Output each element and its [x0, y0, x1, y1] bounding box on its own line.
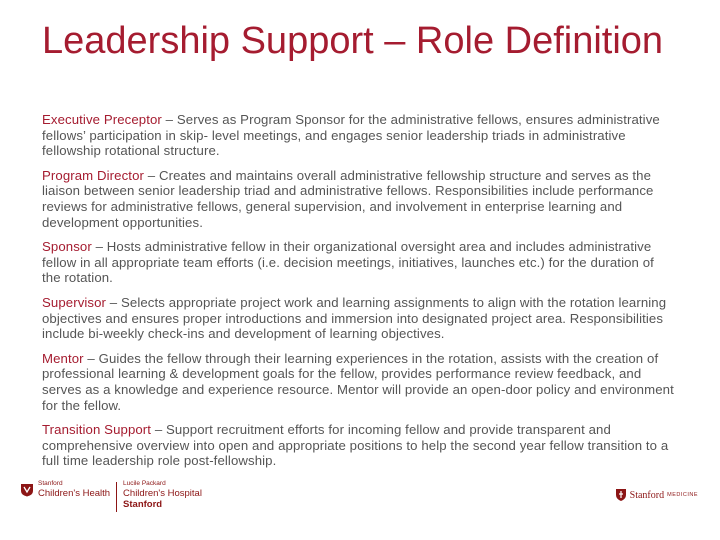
role-description: – Guides the fellow through their learning experiences in the rotation, assists with the creation of professional learning & development goals for the fellow, provides performance review feedback, and serves as a knowledge and experience resource. Mentor will provide an open-door policy and environment for the fellow.: [42, 350, 674, 413]
role-term: Transition Support: [42, 422, 152, 438]
role-supervisor: [42, 295, 674, 342]
logo-line: Children's Hospital: [123, 488, 202, 499]
logo-divider: [116, 482, 117, 512]
role-description: – Support recruitment efforts for incoming fellow and provide transparent and comprehensive overview into open and appropriate positions to help the second year fellow transition to a full time leadership role post-fellowship.: [42, 422, 669, 469]
role-description: – Serves as Program Sponsor for the administrative fellows, ensures administrative fellows’ participation in skip- level meetings, and engages senior leadership triads in administrative fellowship rotational structure.: [42, 112, 660, 159]
role-term: Program Director: [42, 167, 144, 183]
logo-line: Children's Health: [38, 488, 111, 499]
role-transition-support: [42, 422, 674, 469]
logo-suffix: MEDICINE: [667, 492, 698, 498]
stanford-shield-icon: [615, 488, 627, 502]
role-mentor: [42, 351, 674, 413]
logo-line: Lucile Packard: [123, 480, 166, 487]
role-description: – Hosts administrative fellow in their organizational oversight area and includes administrative fellow in all appropriate team efforts (i.e. decision meetings, initiatives, launches etc.) for the duration of the rotation.: [42, 239, 654, 286]
logo-line: Stanford: [123, 499, 163, 510]
role-description: – Creates and maintains overall administrative fellowship structure and serves as the liaison between senior leadership triad and administrative fellows. Responsibilities include performance reviews for administrative fellows, general supervision, and involvement in enterprise learning and development opportunities.: [42, 167, 654, 230]
role-term: Sponsor: [42, 239, 92, 255]
slide-title: Leadership Support – Role Definition: [42, 20, 664, 62]
role-executive-preceptor: [42, 112, 674, 159]
stanford-childrens-mark-icon: [20, 483, 34, 497]
lpch-text: [123, 480, 202, 510]
role-program-director: [42, 168, 674, 230]
stanford-medicine-logo: [615, 488, 698, 502]
stanford-childrens-logo: [20, 480, 202, 516]
logo-line: Stanford: [38, 480, 63, 487]
role-term: Executive Preceptor: [42, 112, 162, 127]
role-sponsor: [42, 239, 674, 286]
role-definitions: [42, 112, 674, 478]
logo-name: Stanford: [629, 489, 665, 501]
role-term: Supervisor: [42, 294, 107, 310]
stanford-childrens-text: [38, 480, 110, 499]
role-description: – Selects appropriate project work and learning assignments to align with the rotation learning objectives and ensures proper introductions and immersion into designated project area. Responsibilities include bi-weekly check-ins and development of learning objectives.: [42, 294, 667, 342]
role-term: Mentor: [42, 350, 84, 366]
